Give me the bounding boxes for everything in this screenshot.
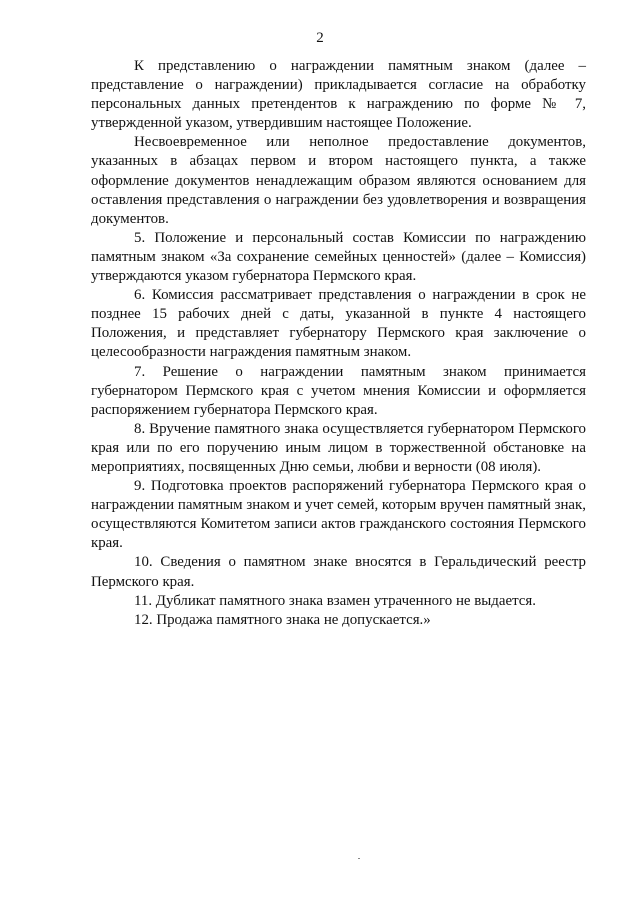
paragraph-8-presentation: 8. Вручение памятного знака осуществляется губернатором Пермского края или по его поручению иным лицом в торжественной обстановке на мероприятиях, посвященных Дню семьи, любви и верности (08 июля).	[91, 420, 586, 475]
paragraph-untimely-submission: Несвоевременное или неполное предоставление документов, указанных в абзацах первом и втором настоящего пункта, а также оформление документов ненадлежащим образом являются основанием для оставления представления о награждении без удовлетворения и возвращения документов.	[91, 134, 586, 227]
paragraph-10-heraldic-register: 10. Сведения о памятном знаке вносятся в Геральдический реестр Пермского края.	[91, 554, 586, 590]
document-body	[91, 57, 586, 630]
paragraph-12-sale: 12. Продажа памятного знака не допускается.»	[134, 611, 431, 628]
paragraph-5-commission: 5. Положение и персональный состав Комиссии по награждению памятным знаком «За сохранение семейных ценностей» (далее – Комиссия) утверждаются указом губернатора Пермского края.	[91, 229, 586, 285]
paragraph-6-review: 6. Комиссия рассматривает представления о награждении в срок не позднее 15 рабочих дней с даты, указанной в пункте 4 настоящего Положения, и представляет губернатору Пермского края заключение о целесообразности награждения памятным знаком.	[91, 287, 586, 361]
scan-speck	[358, 858, 360, 859]
paragraph-9-preparation: 9. Подготовка проектов распоряжений губернатора Пермского края о награждении памятным знаком и учет семей, которым вручен памятный знак, осуществляются Комитетом записи актов гражданского состояния Пермского края.	[91, 478, 586, 552]
paragraph-7-decision: 7. Решение о награждении памятным знаком принимается губернатором Пермского края с учетом мнения Комиссии и оформляется распоряжением губернатора Пермского края.	[91, 363, 586, 418]
page-number: 2	[316, 30, 324, 46]
paragraph-11-duplicate: 11. Дубликат памятного знака взамен утраченного не выдается.	[134, 592, 536, 609]
paragraph-submission-consent: К представлению о награждении памятным знаком (далее – представление о награждении) прикладывается согласие на обработку персональных данных претендентов к награждению по форме № 7, утвержденной указом, утвердившим настоящее Положение.	[91, 58, 586, 132]
